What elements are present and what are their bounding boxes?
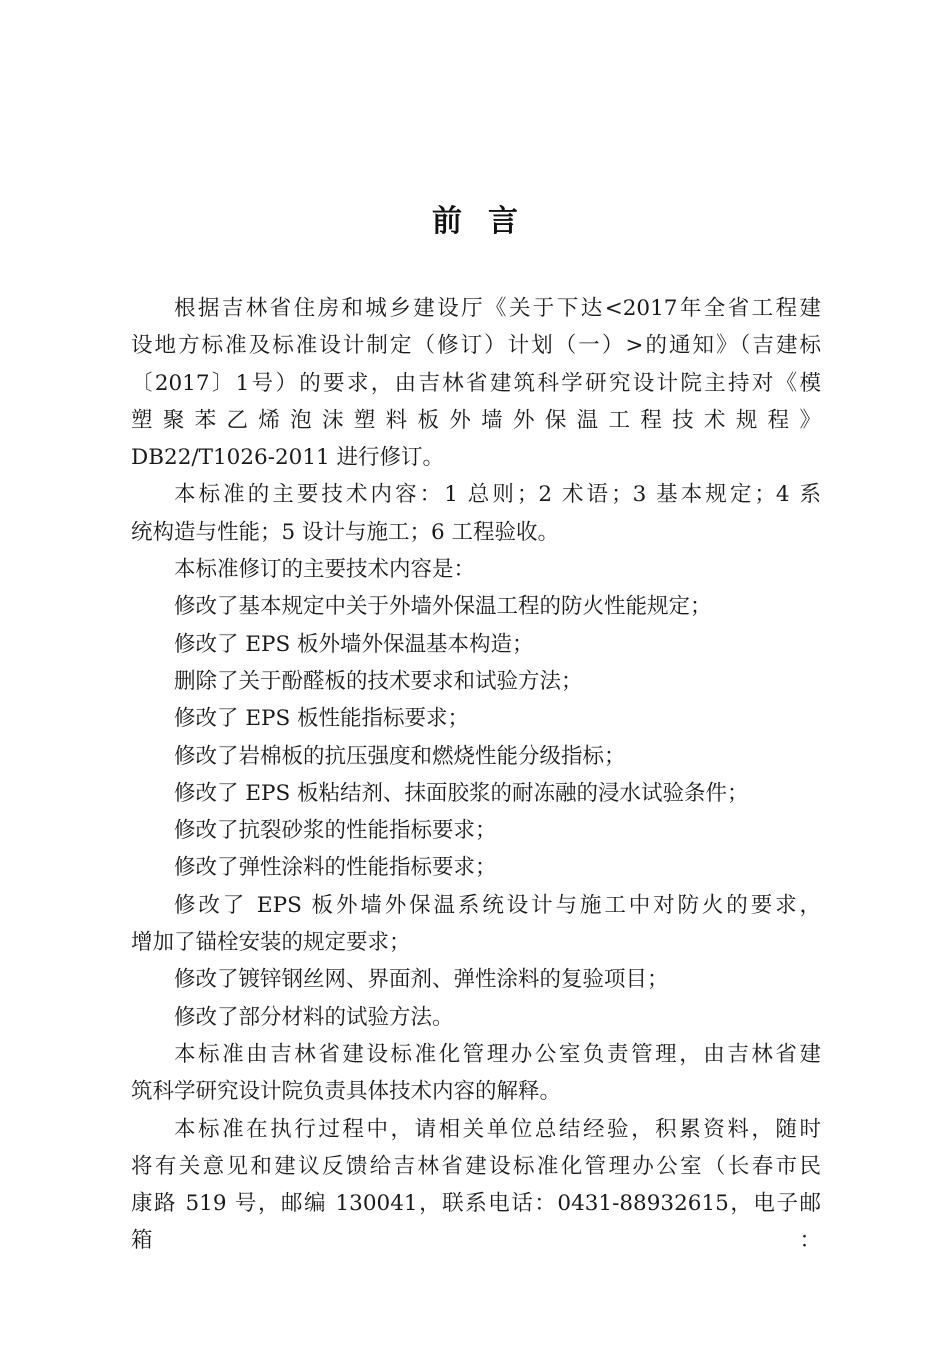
text-line: 修改了抗裂砂浆的性能指标要求；: [174, 818, 497, 844]
text-line: 删除了关于酚醛板的技术要求和试验方法；: [174, 668, 583, 694]
text-line: 本标准在执行过程中，请相关单位总结经验，积累资料，随时: [174, 1116, 821, 1142]
page-title: 前言: [432, 204, 544, 239]
text-line: 修改了镀锌钢丝网、界面剂、弹性涂料的复验项目；: [174, 967, 669, 993]
text-line: 修改了岩棉板的抗压强度和燃烧性能分级指标；: [174, 743, 626, 769]
text-line: 根据吉林省住房和城乡建设厅《关于下达<2017年全省工程建: [174, 296, 821, 321]
text-line: 设地方标准及标准设计制定（修订）计划（一）>的通知》（吉建标: [131, 333, 821, 359]
preface-body: [131, 290, 821, 1254]
text-line: 塑聚苯乙烯泡沫塑料板外墙外保温工程技术规程》: [131, 407, 821, 433]
text-line: 修改了 EPS 板外墙外保温基本构造；: [174, 631, 534, 657]
text-line: 将有关意见和建议反馈给吉林省建设标准化管理办公室（长春市民: [131, 1153, 821, 1179]
text-line: 统构造与性能；5 设计与施工；6 工程验收。: [131, 519, 560, 545]
text-line: DB22/T1026-2011 进行修订。: [131, 445, 445, 471]
text-line: 〔2017〕1号）的要求，由吉林省建筑科学研究设计院主持对《模: [131, 370, 821, 396]
text-line: 修改了 EPS 板粘结剂、抹面胶浆的耐冻融的浸水试验条件；: [174, 780, 749, 806]
text-line: 修改了部分材料的试验方法。: [174, 1004, 454, 1030]
text-line: 修改了基本规定中关于外墙外保温工程的防火性能规定；: [174, 594, 712, 620]
text-line: 修改了 EPS 板外墙外保温系统设计与施工中对防火的要求，: [174, 892, 821, 918]
text-line: 筑科学研究设计院负责具体技术内容的解释。: [131, 1079, 562, 1105]
text-line: 本标准由吉林省建设标准化管理办公室负责管理，由吉林省建: [174, 1041, 821, 1067]
text-line: 增加了锚栓安装的规定要求；: [131, 930, 411, 956]
text-line: 修改了 EPS 板性能指标要求；: [174, 706, 470, 732]
text-line: 康路 519 号，邮编 130041，联系电话：0431-88932615，电子邮箱：: [131, 1191, 821, 1254]
text-line: 修改了弹性涂料的性能指标要求；: [174, 855, 497, 881]
text-line: 本标准的主要技术内容：1 总则；2 术语；3 基本规定；4 系: [174, 482, 821, 508]
text-line: 本标准修订的主要技术内容是：: [174, 557, 476, 583]
